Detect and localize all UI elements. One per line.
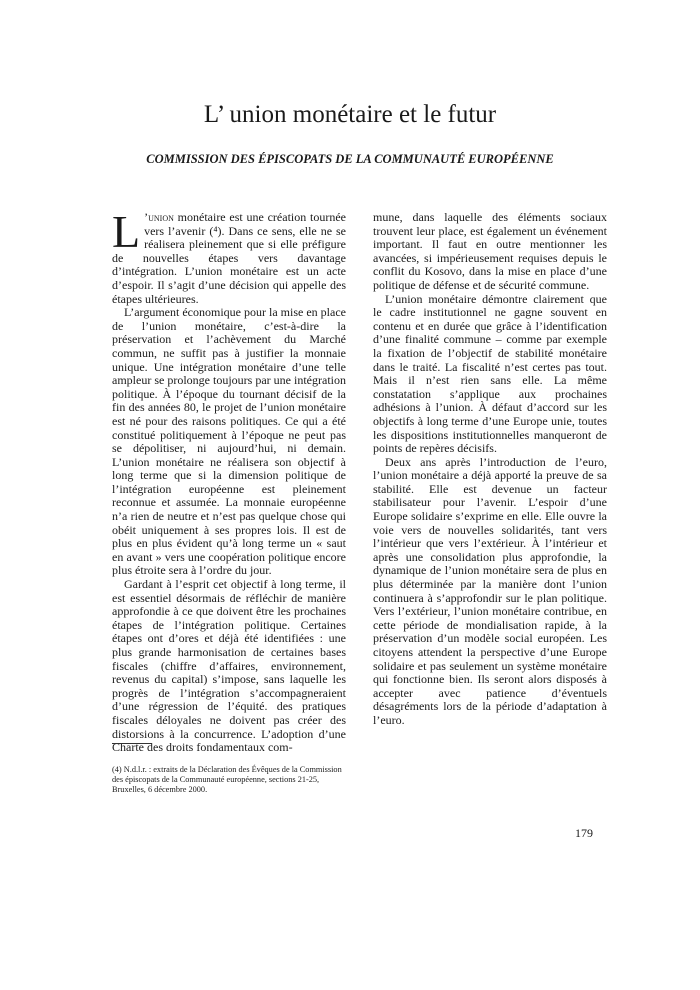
article-title: L’ union monétaire et le futur — [203, 101, 497, 128]
footnote: (4) N.d.l.r. : extraits de la Déclaration des Évêques de la Commission des épiscopats de la Communauté européenne, sections 21-25, Bruxelles, 6 décembre 2000. — [112, 765, 342, 794]
page-number: 179 — [575, 826, 593, 840]
drop-cap: L — [112, 206, 141, 257]
column-right — [373, 211, 607, 728]
footnote-divider — [112, 743, 152, 744]
lead-word: ’union — [144, 210, 174, 224]
paragraph-4: L’union monétaire démontre clairement que le cadre institutionnel ne gagne souvent en contenu et en durée que grâce à l’identification d’une finalité commune – comme par exemple la fixation de l’objectif de stabilité monétaire dans le traité. La fiscalité n’est certes pas tout. Mais il n’est rien sans elle. La même constatation s’applique aux prochaines adhésions à l’union. À défaut d’accord sur les objectifs à long terme d’une Europe unie, toutes les dispositions institutionnelles manqueront de points de repères décisifs. — [373, 291, 607, 456]
paragraph-1 — [112, 206, 346, 306]
column-left — [112, 206, 346, 755]
paragraph-2: L’argument économique pour la mise en place de l’union monétaire, c’est-à-dire la préservation et l’achèvement du Marché commun, ne suffit pas à justifier la monnaie unique. Une intégration monétaire d’une telle ampleur se prolonge toujours par une intégration politique. À l’époque du tournant décisif de la fin des années 80, le projet de l’union monétaire est né pour des raisons politiques. Ce qui a été constitué politiquement à l’époque ne peut pas se dépolitiser, ni aujourd’hui, ni demain. L’union monétaire ne réalisera son objectif à long terme que si la dimension politique de l’intégration européenne est pleinement reconnue et assumée. La monnaie européenne n’a rien de neutre et n’est pas quelque chose qui obéit uniquement à ses propres lois. Il est de plus en plus évident qu’à long terme un « saut en avant » vers une coopération politique encore plus étroite sera à l’ordre du jour. — [112, 305, 346, 578]
article-subtitle: COMMISSION DES ÉPISCOPATS DE LA COMMUNAUTÉ EUROPÉENNE — [146, 152, 554, 166]
paragraph-5: Deux ans après l’introduction de l’euro, l’union monétaire a déjà apporté la preuve de sa stabilité. Elle est devenue un facteur stabilisateur pour l’avenir. L’espoir d’une Europe solidaire s’exprime en elle. Elle ouvre la voie vers de nouvelles solidarités, tant vers l’intérieur que vers l’extérieur. À l’intérieur et après une consolidation plus approfondie, la dynamique de l’union monétaire sera de plus en plus déterminée par la manière dont l’union continuera à s’approfondir sur le plan politique. Vers l’extérieur, l’union monétaire contribue, en cette période de mondialisation rapide, à la préservation d’un modèle social européen. Les citoyens attendent la perspective d’une Europe solidaire et pas seulement un système monétaire qui fonctionne bien. Ils seront alors disposés à accepter avec patience d’éventuels désagréments lors de la période d’adaptation à l’euro. — [373, 454, 607, 727]
paragraph-3: Gardant à l’esprit cet objectif à long terme, il est essentiel désormais de réfléchir de manière approfondie à ce que doivent être les prochaines étapes de l’intégration politique. Certaines étapes ont d’ores et déjà été identifiées : une plus grande harmonisation de certaines bases fiscales (chiffre d’affaires, environnement, revenus du capital) s’impose, sans laquelle les progrès de l’intégration s’accompagneraient d’une régression de l’équité. des pratiques fiscales déloyales ne doivent pas créer des distorsions à la concurrence. L’adoption d’une Charte des droits fondamentaux com- — [112, 577, 346, 755]
paragraph-3-continued: mune, dans laquelle des éléments sociaux trouvent leur place, est également un événement important. Il faut en outre mentionner les avancées, si impérieusement requises depuis le conflit du Kosovo, dans la mise en place d’une politique de défense et de sécurité commune. — [373, 210, 607, 292]
paragraph-1-text: monétaire est une création tournée vers l’avenir (⁴). Dans ce sens, elle ne se réalisera pleinement que si elle préfigure de nouvelles étapes vers davantage d’intégration. L’union monétaire est un acte d’espoir. Il s’agit d’une décision qui appelle des étapes ultérieures. — [112, 210, 346, 306]
